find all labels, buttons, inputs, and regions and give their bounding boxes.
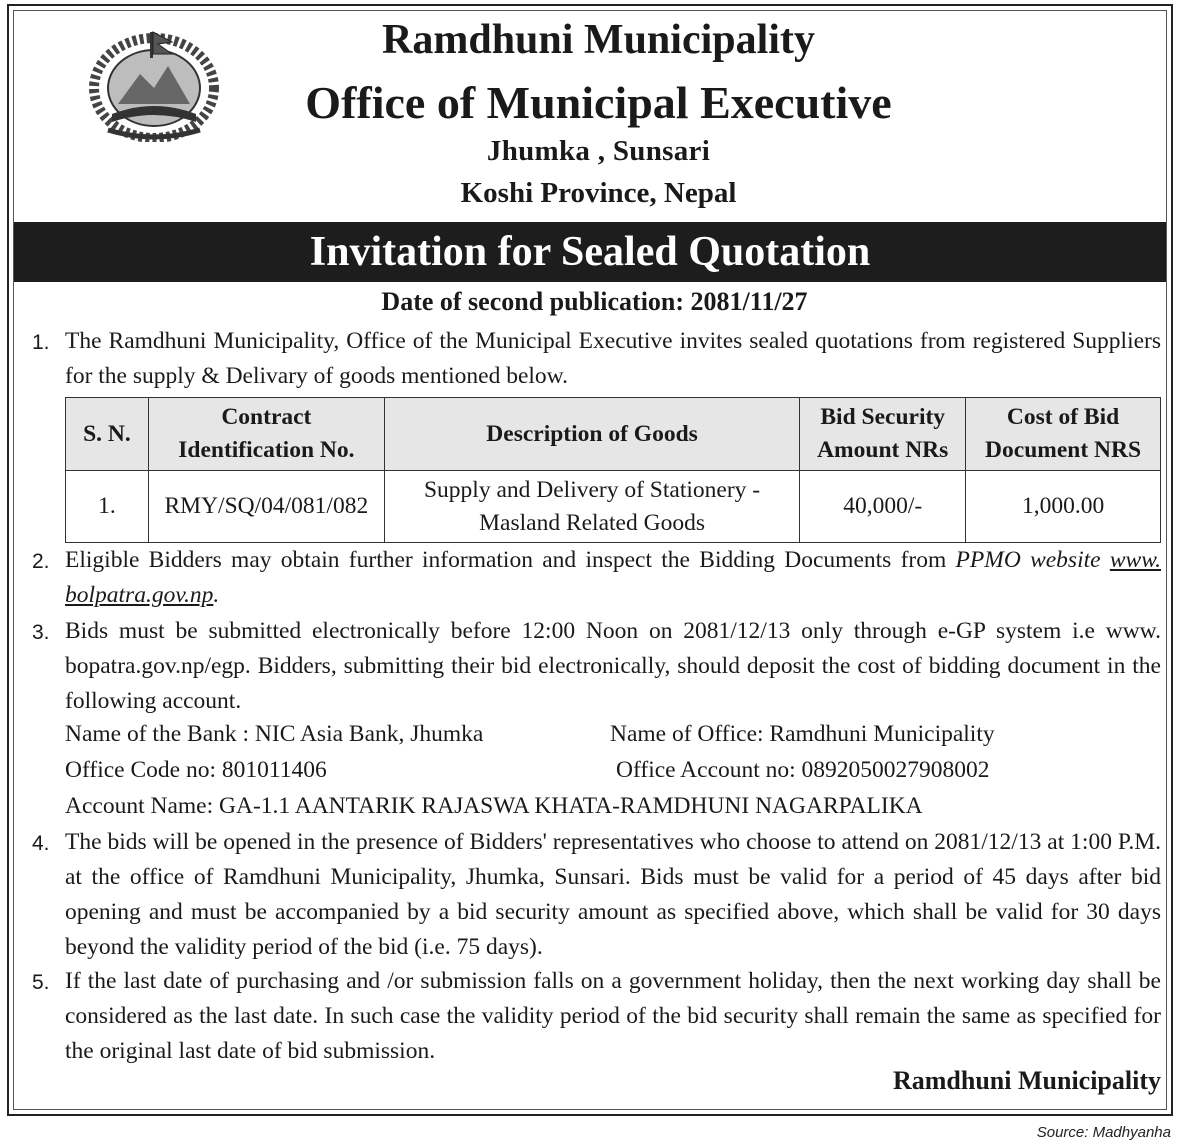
item-text-3-content: Bids must be submitted electronically before 12:00 Noon on 2081/12/13 only through e-GP system i.e www. bopatra.gov.np/egp. Bidders, submitting their bid electronically, should deposit the cost of bidding document in the following account. <box>65 618 1161 714</box>
cell-description-line2: Masland Related Goods <box>479 509 705 536</box>
cell-bid-security: 40,000/- <box>800 471 966 543</box>
item-number-5: 5. <box>32 971 50 994</box>
header-contract-id-line2: Identification No. <box>178 437 355 463</box>
header-cost-of-bid <box>966 398 1161 471</box>
header-contract-id <box>148 398 384 471</box>
cell-description <box>384 471 799 543</box>
account-name: Account Name: GA-1.1 AANTARIK RAJASWA KHATA-RAMDHUNI NAGARPALIKA <box>65 793 923 819</box>
goods-table <box>65 397 1161 543</box>
item-number-1: 1. <box>32 331 50 354</box>
office-account: Office Account no: 0892050027908002 <box>616 757 990 783</box>
office-title: Office of Municipal Executive <box>305 77 892 128</box>
item-text-4-content: The bids will be opened in the presence of Bidders' representatives who choose to attend on 2081/12/13 at 1:00 P.M. at the office of Ramdhuni Municipality, Jhumka, Sunsari. Bids must be valid for a period of 45 days after bid opening and must be accompanied by a bid security amount as specified above, which shall be valid for 30 days beyond the validity period of the bid (i.e. 75 days). <box>65 829 1161 960</box>
bank-name: Name of the Bank : NIC Asia Bank, Jhumka <box>65 721 484 747</box>
header-contract-id-line1: Contract <box>221 404 312 430</box>
office-province: Koshi Province, Nepal <box>460 177 737 209</box>
header-bid-security-line2: Amount NRs <box>817 437 949 463</box>
header-bid-security <box>800 398 966 471</box>
bolpatra-link[interactable]: www. bolpatra.gov.np <box>65 547 1161 608</box>
item-text-4 <box>65 825 1161 965</box>
cell-description-line1: Supply and Delivery of Stationery - <box>423 476 761 503</box>
ppmo-website-label: PPMO website <box>955 547 1110 573</box>
item-text-2 <box>65 543 1161 613</box>
office-code: Office Code no: 801011406 <box>65 757 327 783</box>
item-text-2-content: Eligible Bidders may obtain further information and inspect the Bidding Documents from <box>65 547 956 573</box>
cell-contract-id: RMY/SQ/04/081/082 <box>148 471 384 543</box>
office-name: Name of Office: Ramdhuni Municipality <box>610 721 995 747</box>
item-text-1 <box>65 324 1161 394</box>
publication-date: Date of second publication: 2081/11/27 <box>381 287 808 316</box>
source-credit: Source: Madhyanha <box>1036 1124 1171 1141</box>
header-description: Description of Goods <box>384 398 799 471</box>
header-cost-line1: Cost of Bid <box>1006 404 1120 430</box>
header-sn: S. N. <box>66 398 149 471</box>
item-text-1-content: The Ramdhuni Municipality, Office of the Municipal Executive invites sealed quotations from registered Suppliers for the supply & Delivary of goods mentioned below. <box>65 328 1161 389</box>
header-bid-security-line1: Bid Security <box>820 404 946 430</box>
signature: Ramdhuni Municipality <box>892 1066 1161 1095</box>
item-number-4: 4. <box>32 832 50 855</box>
item-text-2-end: . <box>213 582 220 608</box>
municipality-name: Ramdhuni Municipality <box>382 17 815 63</box>
item-number-3: 3. <box>32 621 50 644</box>
item-text-3 <box>65 614 1161 719</box>
item-text-5 <box>65 964 1161 1069</box>
office-location: Jhumka , Sunsari <box>486 135 711 167</box>
item-number-2: 2. <box>32 550 50 573</box>
header-cost-line2: Document NRS <box>985 437 1142 463</box>
notice-title-banner: Invitation for Sealed Quotation <box>14 222 1166 282</box>
item-text-5-content: If the last date of purchasing and /or submission falls on a government holiday, then the next working day shall be considered as the last date. In such case the validity period of the bid security shall remain the same as specified for the original last date of bid submission. <box>65 968 1161 1064</box>
table-header-row <box>66 398 1161 471</box>
cell-cost: 1,000.00 <box>966 471 1161 543</box>
cell-sn: 1. <box>66 471 149 543</box>
table-row <box>66 471 1161 543</box>
